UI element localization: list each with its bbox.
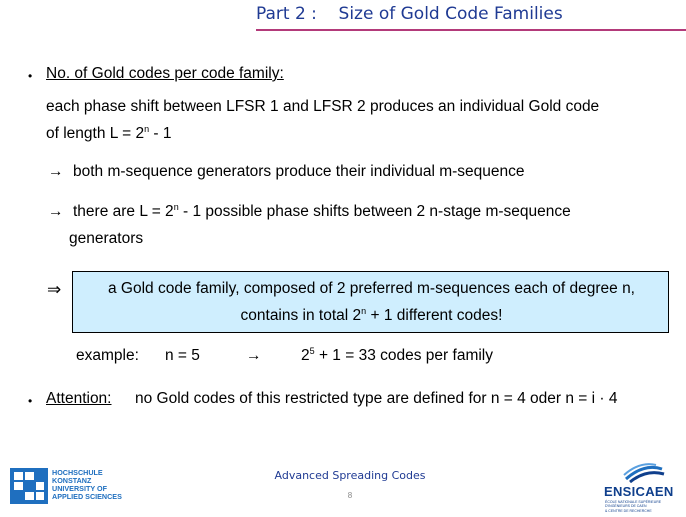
right-arrow-icon: → [48, 163, 64, 180]
example-param: n = 5 [165, 347, 200, 364]
concl-pre: contains in total 2 [240, 307, 362, 324]
bullet1-heading: No. of Gold codes per code family: [46, 65, 284, 82]
arrow-item-1: both m-sequence generators produce their individual m-sequence [73, 163, 525, 180]
conclusion-line2 [73, 307, 670, 325]
ensicaen-logo-icon [622, 463, 666, 483]
slide-title: Part 2 : Size of Gold Code Families [256, 4, 563, 24]
hochschule-logo-text [52, 469, 122, 501]
footer-title: Advanced Spreading Codes [274, 469, 426, 482]
line2-sup: n [144, 124, 150, 134]
bullet-dot: • [28, 394, 33, 408]
page-number: 8 [347, 491, 353, 500]
item2-post: - 1 possible phase shifts between 2 n-stage m-sequence [178, 203, 571, 220]
bullet2-heading: Attention: [46, 390, 112, 407]
logo-line: UNIVERSITY OF [52, 484, 107, 493]
item2-sup: n [173, 202, 179, 212]
conclusion-line1: a Gold code family, composed of 2 preferred m-sequences each of degree n, [107, 280, 635, 297]
ensicaen-logo-text: ENSICAEN [604, 484, 674, 499]
right-arrow-icon: → [246, 347, 262, 364]
concl-sup: n [361, 306, 367, 316]
right-arrow-icon: → [48, 203, 64, 220]
logo-line: HOCHSCHULE [52, 468, 103, 477]
example-label: example: [76, 347, 139, 364]
bullet2-text: no Gold codes of this restricted type are defined for n = 4 oder n = i · 4 [135, 390, 618, 407]
conclusion-box [72, 271, 669, 333]
arrow-item-2-cont: generators [69, 230, 144, 247]
example-calc [301, 347, 493, 365]
ensicaen-logo-subtitle [605, 500, 675, 513]
bullet-dot: • [28, 69, 33, 83]
calc-sup: 5 [309, 346, 315, 356]
concl-post: + 1 different codes! [366, 307, 503, 324]
item2-pre: there are L = 2 [73, 203, 174, 220]
implies-icon: ⇒ [47, 280, 62, 299]
logo-sub-line: & CENTRE DE RECHERCHE [605, 508, 652, 513]
logo-line: KONSTANZ [52, 476, 92, 485]
bullet1-line1: each phase shift between LFSR 1 and LFSR 2 produces an individual Gold code [46, 98, 600, 115]
logo-sub-line: ÉCOLE NATIONALE SUPÉRIEURE D'INGÉNIEURS DE CAEN [605, 500, 662, 509]
calc-pre: 2 [301, 347, 310, 364]
line2-post: - 1 [149, 125, 172, 142]
title-underline [256, 29, 686, 31]
arrow-item-2 [73, 203, 571, 221]
line2-pre: of length L = 2 [46, 125, 145, 142]
logo-line: APPLIED SCIENCES [52, 492, 122, 501]
bullet1-line2 [46, 125, 172, 143]
hochschule-logo-icon [10, 468, 48, 504]
calc-post: + 1 = 33 codes per family [314, 347, 493, 364]
